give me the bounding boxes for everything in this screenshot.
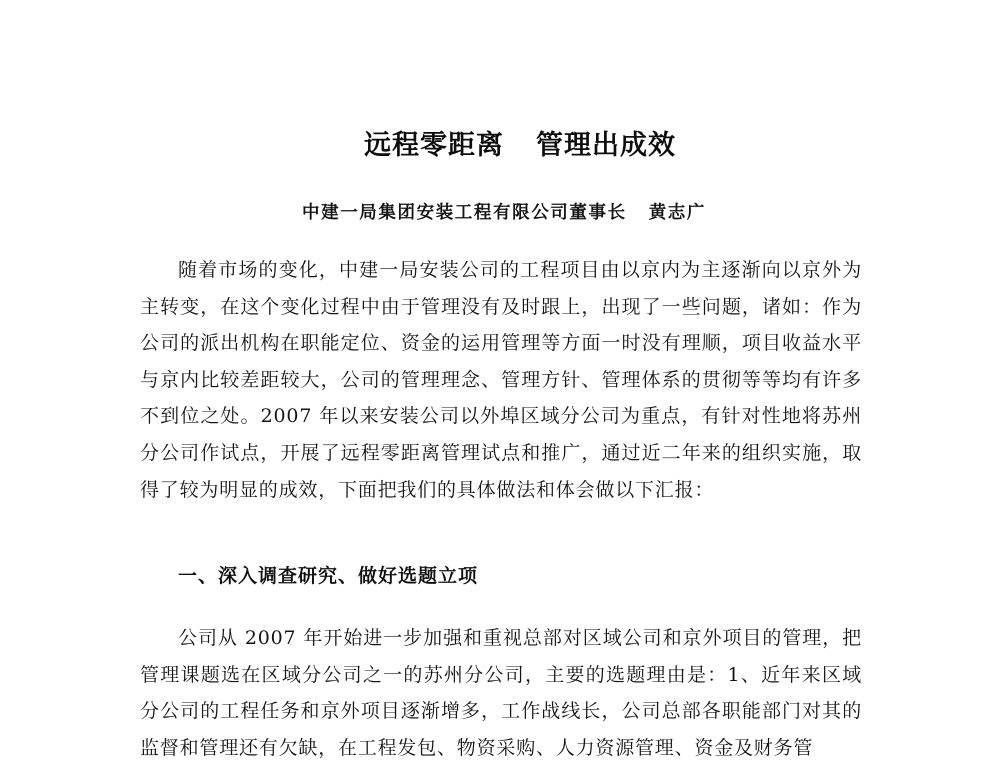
title-part-2: 管理出成效 <box>536 130 676 161</box>
document-subtitle <box>302 198 706 228</box>
section-heading-1: 一、深入调查研究、做好选题立项 <box>178 565 479 587</box>
body-section-intro <box>140 252 862 508</box>
body-section-1 <box>140 620 862 760</box>
author-name: 黄志广 <box>648 203 707 223</box>
document-title <box>0 126 1000 166</box>
title-part-1: 远程零距离 <box>364 130 504 161</box>
paragraph-2: 公司从 2007 年开始进一步加强和重视总部对区域公司和京外项目的管理，把管理课题选在区域分公司之一的苏州分公司，主要的选题理由是：1、近年来区域分公司的工程任务和京外项目逐渐增多，工作战线长，公司总部各职能部门对其的监督和管理还有欠缺，在工程发包、物资采购、人力资源管理、资金及财务管 <box>140 627 862 759</box>
paragraph-1: 随着市场的变化，中建一局安装公司的工程项目由以京内为主逐渐向以京外为主转变，在这个变化过程中由于管理没有及时跟上，出现了一些问题，诸如：作为公司的派出机构在职能定位、资金的运用管理等方面一时没有理顺，项目收益水平与京内比较差距较大，公司的管理理念、管理方针、管理体系的贯彻等等均有许多不到位之处。2007 年以来安装公司以外埠区域分公司为重点，有针对性地将苏州分公司作试点，开展了远程零距离管理试点和推广，通过近二年来的组织实施，取得了较为明显的成效，下面把我们的具体做法和体会做以下汇报： <box>140 259 862 501</box>
author-organization: 中建一局集团安装工程有限公司董事长 <box>302 203 627 223</box>
